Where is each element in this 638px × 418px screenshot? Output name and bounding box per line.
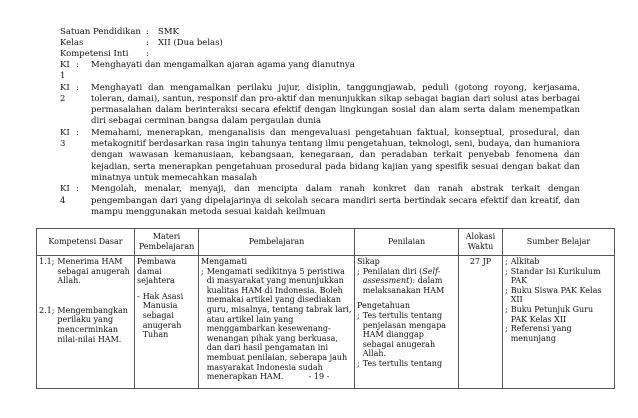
ki-number: 1	[60, 71, 66, 82]
sumber-item	[505, 257, 612, 267]
meta-label: Satuan Pendidikan	[60, 27, 141, 37]
table-header-row	[37, 229, 615, 256]
header-sumber: Sumber Belajar	[503, 229, 615, 256]
meta-label: Kompetensi Inti	[60, 49, 129, 59]
ki-number: 4	[60, 195, 66, 206]
sumber-bullet: ;	[505, 304, 508, 314]
header-pembelajaran: Pembelajaran	[199, 229, 355, 256]
cell-materi	[135, 256, 199, 389]
penilaian-text: Tes tertulis tentang	[362, 358, 443, 368]
header-alokasi: Alokasi Waktu	[459, 229, 503, 256]
penilaian-bullet: ;	[357, 310, 360, 320]
materi-item	[137, 292, 196, 340]
penilaian-pengetahuan: Pengetahuan	[357, 301, 410, 311]
cell-kompetensi-dasar	[37, 256, 135, 389]
sumber-item	[505, 286, 612, 305]
pembelajaran-text: Mengamati sedikitnya 5 peristiwa di masyarakat yang menunjukkan kualitas HAM di Indonesia. Boleh memakai artikel yang disediakan guru, misalnya, tentang tabrak lari, atau artikel lain yang menggambarkan kesewenang-wenangan pihak yang berkuasa, dan dari hasil pengamatan ini membuat penilaian, seberapa jauh masyarakat Indonesia sudah menerapkan HAM.	[206, 266, 352, 382]
sumber-bullet: ;	[505, 257, 508, 266]
penilaian-text: Penilaian diri (	[362, 266, 423, 276]
header-penilaian: Penilaian	[355, 229, 459, 256]
ki-separator: :	[76, 127, 79, 138]
kd-text: Mengembangkan perilaku yang mencerminkan nilai-nilai HAM.	[57, 305, 128, 344]
penilaian-emphasis: Self-assessment	[362, 266, 441, 286]
ki-text: Menghayati dan mengamalkan ajaran agama yang dianutnya	[91, 60, 355, 70]
cell-penilaian	[355, 256, 459, 389]
penilaian-item	[357, 359, 456, 369]
ki-code: KI	[60, 60, 70, 70]
sumber-bullet: ;	[505, 285, 508, 295]
sumber-text: Buku Petunjuk Guru PAK Kelas XII	[510, 304, 594, 324]
sumber-bullet: ;	[505, 266, 508, 276]
pembelajaran-item	[201, 267, 352, 382]
sumber-text: Buku Siswa PAK Kelas XII	[510, 285, 602, 305]
ki-code: KI	[60, 184, 70, 195]
meta-colon: :	[146, 38, 149, 48]
kd-number: 1.1;	[39, 257, 55, 266]
meta-value: XII (Dua belas)	[158, 38, 223, 48]
ki-item-1	[60, 60, 580, 83]
cell-sumber	[503, 256, 615, 389]
sumber-text: Referensi yang menunjang	[510, 324, 572, 343]
header-kompetensi-dasar: Kompetensi Dasar	[37, 229, 135, 256]
header-materi: Materi Pembelajaran	[135, 229, 199, 256]
page-number: - 19 -	[308, 372, 330, 381]
materi-bullet: -	[137, 291, 140, 301]
materi-text: Hak Asasi Manusia sebagai anugerah Tuhan	[142, 291, 184, 340]
meta-row-satuan	[60, 27, 223, 38]
penilaian-text: Tes tertulis tentang penjelasan mengapa HAM dianggap sebagai anugerah Allah.	[362, 310, 447, 359]
kd-text: Menerima HAM sebagai anugerah Allah.	[57, 257, 130, 286]
meta-colon: :	[146, 27, 149, 37]
kd-item	[39, 306, 132, 344]
pembelajaran-bullet: ;	[201, 266, 204, 276]
table-row	[37, 256, 615, 389]
kd-number: 2.1;	[39, 305, 55, 315]
sumber-item	[505, 267, 612, 286]
sumber-item	[505, 324, 612, 343]
ki-code: KI	[60, 127, 70, 138]
sumber-bullet: ;	[505, 324, 508, 334]
penilaian-bullet: ;	[357, 358, 360, 368]
pembelajaran-heading: Mengamati	[201, 257, 248, 266]
identity-block	[60, 27, 223, 60]
syllabus-table	[36, 228, 615, 389]
ki-number: 3	[60, 139, 66, 150]
ki-code: KI	[60, 82, 70, 93]
ki-number: 2	[60, 93, 66, 104]
penilaian-item	[357, 311, 456, 359]
sumber-text: Standar Isi Kurikulum PAK	[510, 266, 601, 286]
ki-text: Menghayati dan mengamalkan perilaku jujur, disiplin, tanggungjawab, peduli (gotong royong, kerjasama, toleran, damai), santun, responsif dan pro-aktif dan menunjukkan sikap sebagai bagian dari solusi atas berbagai permasalahan dalam berinteraksi secara efektif dengan lingkungan sosial dan alam serta dalam menempatkan diri sebagai cerminan bangsa dalam pergaulan dunia	[91, 82, 580, 127]
ki-item-2	[60, 83, 580, 128]
penilaian-text: ): dalam melaksanakan HAM	[362, 276, 445, 295]
ki-text: Memahami, menerapkan, menganalisis dan mengevaluasi pengetahuan faktual, konseptual, prosedural, dan metakognitif berdasarkan rasa ingin tahunya tentang ilmu pengetahuan, teknologi, seni, budaya, dan humaniora dengan wawasan kemanusiaan, kebangsaan, kenegaraan, dan peradaban terkait penyebab fenomena dan kejadian, serta menerapkan pengetahuan prosedural pada bidang kajian yang spesifik sesuai dengan bakat dan minatnya untuk memecahkan masalah	[91, 127, 580, 183]
sumber-text: Alkitab	[510, 257, 540, 266]
ki-item-4	[60, 184, 580, 218]
ki-text: Mengolah, menalar, menyaji, dan mencipta dalam ranah konkret dan ranah abstrak terkait dengan pengembangan dari yang dipelajarinya di sekolah secara mandiri serta bertindak secara efektif dan kreatif, dan mampu menggunakan metoda sesuai kaidah keilmuan	[91, 184, 580, 217]
kompetensi-inti-list	[60, 60, 580, 218]
meta-row-kompetensi-inti	[60, 49, 223, 60]
meta-row-kelas	[60, 38, 223, 49]
meta-value: SMK	[158, 27, 179, 37]
penilaian-item	[357, 267, 456, 296]
ki-separator: :	[76, 184, 79, 195]
meta-colon: :	[146, 49, 149, 59]
ki-separator: :	[76, 82, 79, 93]
sumber-item	[505, 305, 612, 324]
cell-pembelajaran	[199, 256, 355, 389]
materi-line: Pembawa damai sejahtera	[137, 257, 176, 286]
penilaian-sikap: Sikap	[357, 257, 380, 266]
ki-separator: :	[76, 60, 79, 70]
ki-item-3	[60, 128, 580, 184]
penilaian-bullet: ;	[357, 266, 360, 276]
kd-item	[39, 257, 132, 286]
meta-label: Kelas	[60, 38, 84, 48]
cell-alokasi: 27 JP	[459, 256, 503, 389]
